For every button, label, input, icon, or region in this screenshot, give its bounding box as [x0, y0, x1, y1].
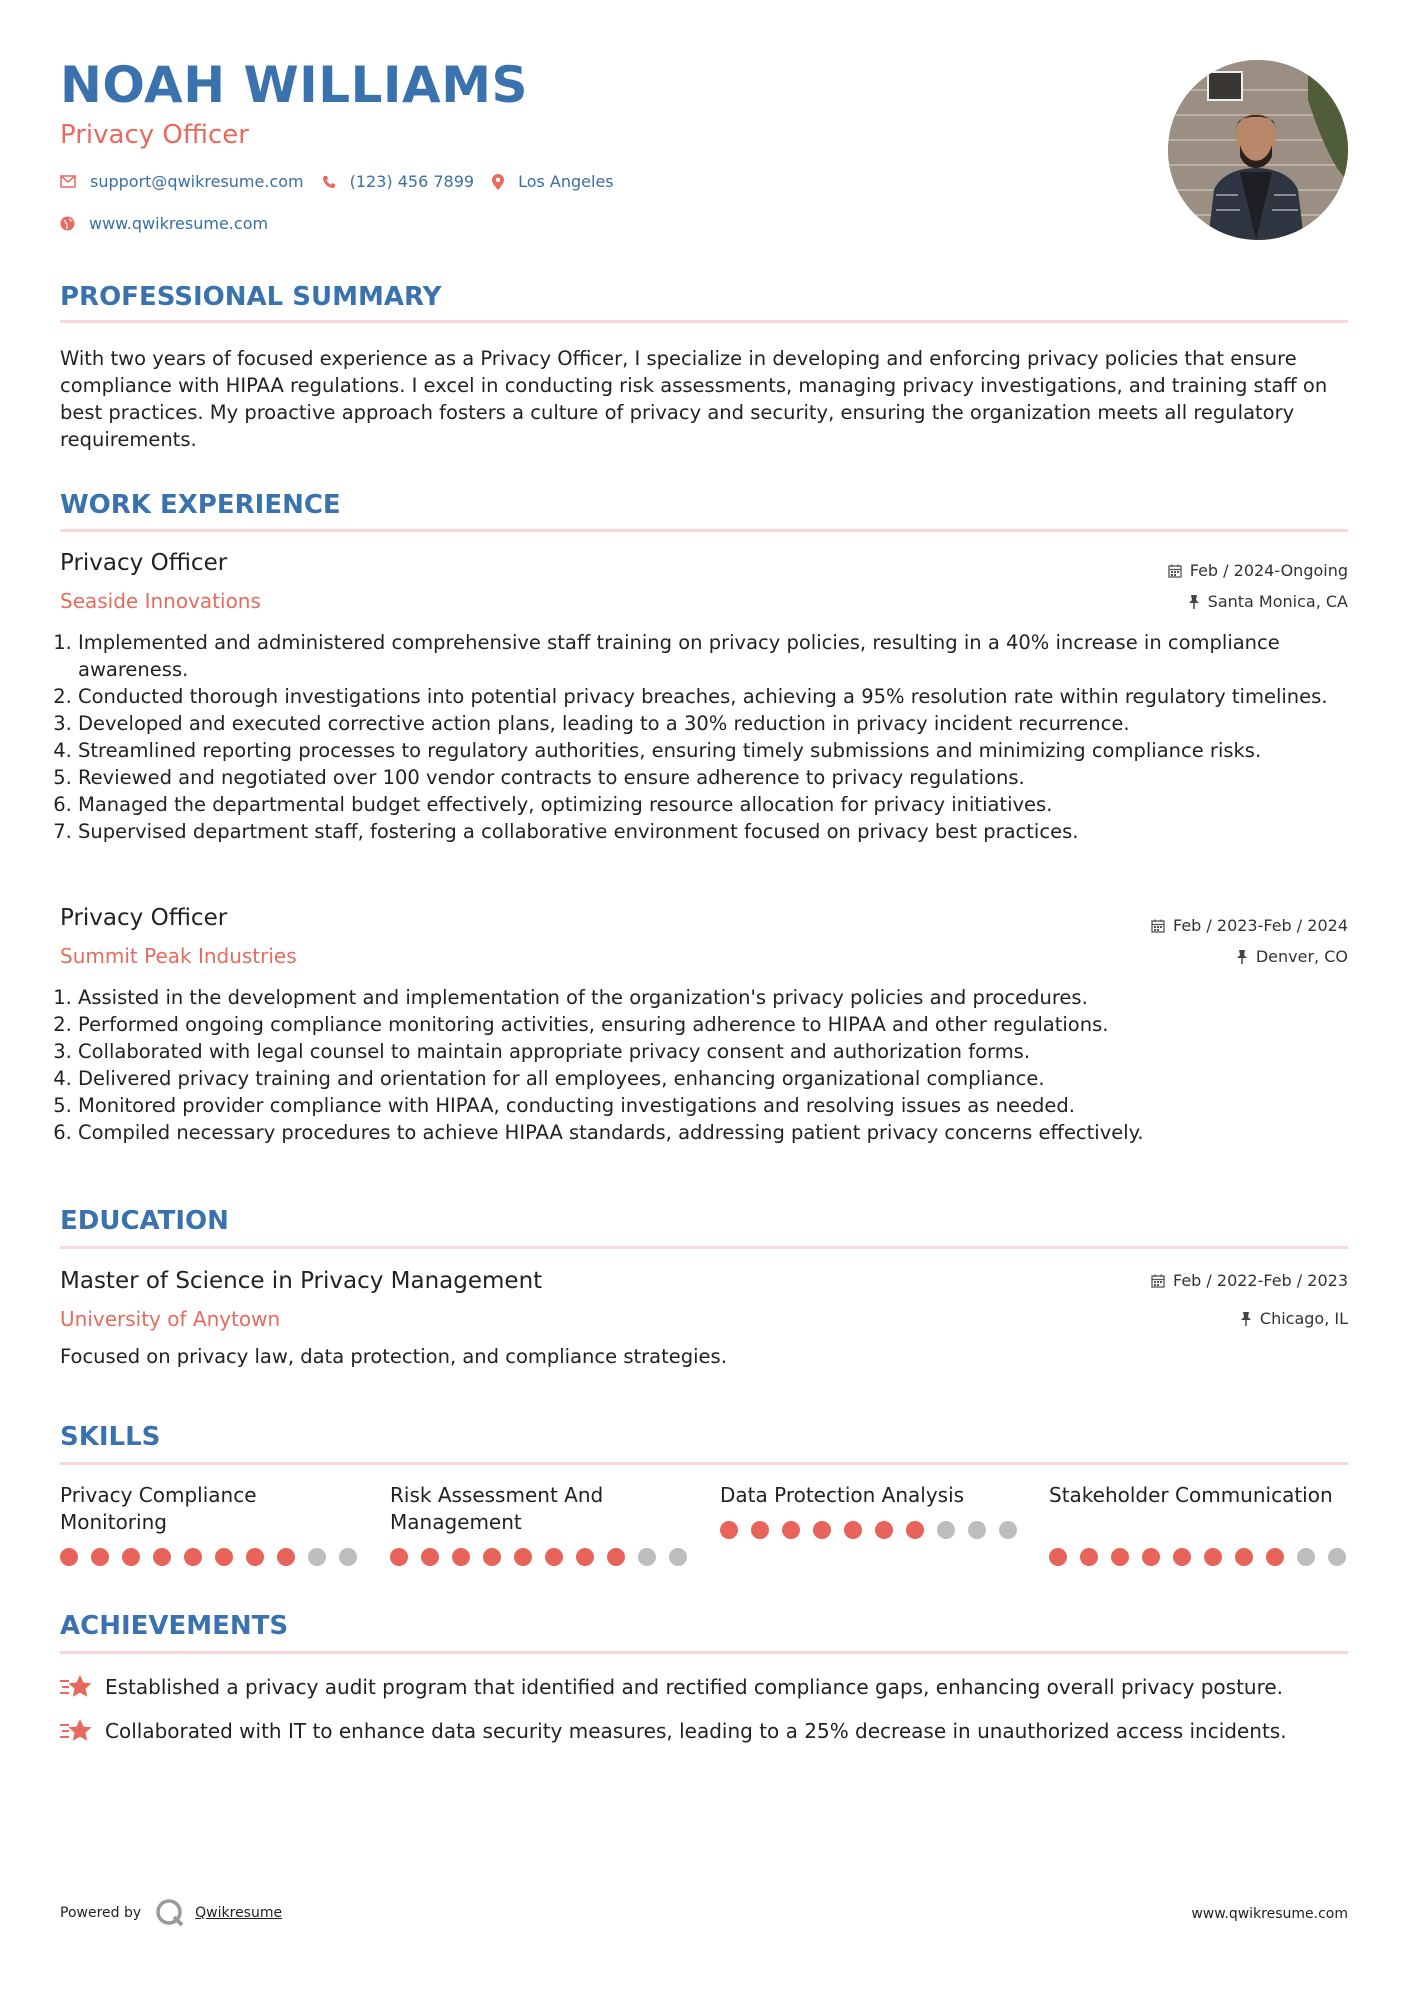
- rating-dot-filled: [452, 1548, 470, 1566]
- job-2-dates-text: Feb / 2023-Feb / 2024: [1173, 916, 1348, 935]
- map-pin-icon: [492, 174, 504, 190]
- candidate-name: NOAH WILLIAMS: [60, 56, 528, 114]
- rating-dot-empty: [308, 1548, 326, 1566]
- skill-name: Stakeholder Communication: [1049, 1483, 1333, 1507]
- list-item: 2. Conducted thorough investigations into potential privacy breaches, achieving a 95% resolution rate within regulatory timelines.: [78, 683, 1368, 710]
- email-contact[interactable]: [60, 172, 304, 191]
- skills-divider: [60, 1462, 1348, 1465]
- list-item: 3. Developed and executed corrective action plans, leading to a 30% reduction in privacy incident recurrence.: [78, 710, 1368, 737]
- qwikresume-link[interactable]: Qwikresume: [195, 1905, 283, 1921]
- rating-dot-filled: [1266, 1548, 1284, 1566]
- achievement-item-1: [60, 1673, 1283, 1701]
- rating-dot-empty: [1328, 1548, 1346, 1566]
- rating-dot-filled: [1080, 1548, 1098, 1566]
- website-contact[interactable]: [60, 214, 268, 233]
- list-item: 7. Supervised department staff, fostering a collaborative environment focused on privacy best practices.: [78, 818, 1368, 845]
- rating-dot-filled: [277, 1548, 295, 1566]
- skill-rating: [720, 1521, 1030, 1539]
- education-location: [1240, 1309, 1348, 1328]
- calendar-icon: [1168, 564, 1182, 578]
- job-2-company: Summit Peak Industries: [60, 944, 297, 968]
- pushpin-icon: [1240, 1312, 1252, 1326]
- skills-heading: SKILLS: [60, 1422, 161, 1452]
- rating-dot-filled: [607, 1548, 625, 1566]
- skill-item-1: [60, 1482, 360, 1536]
- rating-dot-empty: [669, 1548, 687, 1566]
- achievement-text: Established a privacy audit program that identified and rectified compliance gaps, enhancing overall privacy posture.: [105, 1675, 1284, 1699]
- skill-item-2: [390, 1482, 690, 1536]
- star-icon: [60, 1717, 93, 1745]
- list-item: 2. Performed ongoing compliance monitoring activities, ensuring adherence to HIPAA and other regulations.: [78, 1011, 1368, 1038]
- list-item: 5. Reviewed and negotiated over 100 vendor contracts to ensure adherence to privacy regulations.: [78, 764, 1368, 791]
- achievements-heading: ACHIEVEMENTS: [60, 1611, 289, 1641]
- rating-dot-filled: [514, 1548, 532, 1566]
- skill-rating: [1049, 1548, 1359, 1566]
- pushpin-icon: [1236, 950, 1248, 964]
- location-text: Los Angeles: [518, 172, 614, 191]
- contact-row-2: [60, 214, 286, 233]
- powered-by-label: Powered by: [60, 1905, 142, 1921]
- rating-dot-empty: [968, 1521, 986, 1539]
- rating-dot-filled: [813, 1521, 831, 1539]
- list-item: 4. Streamlined reporting processes to regulatory authorities, ensuring timely submissions and minimizing compliance risks.: [78, 737, 1368, 764]
- phone-text: (123) 456 7899: [349, 172, 475, 191]
- job-2-bullets: [60, 984, 1368, 1146]
- skill-item-4: [1049, 1482, 1349, 1509]
- summary-text: With two years of focused experience as a Privacy Officer, I specialize in developing and enforcing privacy policies that ensure compliance with HIPAA regulations. I excel in conducting risk assessments, managing privacy investigations, and training staff on best practices. My proactive approach fosters a culture of privacy and security, ensuring the organization meets all regulatory requirements.: [60, 347, 1328, 451]
- list-item: 5. Monitored provider compliance with HIPAA, conducting investigations and resolving issues as needed.: [78, 1092, 1368, 1119]
- summary-heading: PROFESSIONAL SUMMARY: [60, 282, 442, 312]
- rating-dot-filled: [153, 1548, 171, 1566]
- rating-dot-filled: [60, 1548, 78, 1566]
- list-item: 3. Collaborated with legal counsel to maintain appropriate privacy consent and authorization forms.: [78, 1038, 1368, 1065]
- website-text: www.qwikresume.com: [89, 214, 269, 233]
- experience-divider: [60, 529, 1348, 532]
- pushpin-icon: [1188, 595, 1200, 609]
- rating-dot-filled: [91, 1548, 109, 1566]
- rating-dot-filled: [1204, 1548, 1222, 1566]
- rating-dot-empty: [999, 1521, 1017, 1539]
- summary-divider: [60, 320, 1348, 323]
- experience-heading: WORK EXPERIENCE: [60, 490, 341, 520]
- calendar-icon: [1151, 1274, 1165, 1288]
- contact-row-1: [60, 172, 632, 191]
- email-text: support@qwikresume.com: [90, 172, 304, 191]
- rating-dot-filled: [906, 1521, 924, 1539]
- list-item: 6. Managed the departmental budget effectively, optimizing resource allocation for privacy initiatives.: [78, 791, 1368, 818]
- job-1-location-text: Santa Monica, CA: [1207, 592, 1348, 611]
- education-location-text: Chicago, IL: [1259, 1309, 1348, 1328]
- rating-dot-filled: [576, 1548, 594, 1566]
- rating-dot-filled: [1173, 1548, 1191, 1566]
- globe-icon: [60, 216, 75, 231]
- education-dates-text: Feb / 2022-Feb / 2023: [1173, 1271, 1348, 1290]
- location-contact: [492, 172, 614, 191]
- footer-powered-by: [60, 1898, 282, 1928]
- education-school: University of Anytown: [60, 1307, 281, 1331]
- rating-dot-empty: [638, 1548, 656, 1566]
- rating-dot-filled: [545, 1548, 563, 1566]
- qwikresume-logo-icon: [155, 1898, 185, 1928]
- calendar-icon: [1151, 919, 1165, 933]
- list-item: 1. Implemented and administered comprehensive staff training on privacy policies, resulting in a 40% increase in compliance awareness.: [78, 629, 1368, 683]
- skill-rating: [390, 1548, 700, 1566]
- job-1-company: Seaside Innovations: [60, 589, 261, 613]
- job-2-dates: [1151, 916, 1348, 935]
- phone-contact[interactable]: [322, 172, 474, 191]
- skill-name: Privacy Compliance Monitoring: [60, 1483, 257, 1534]
- rating-dot-filled: [215, 1548, 233, 1566]
- list-item: 1. Assisted in the development and implementation of the organization's privacy policies and procedures.: [78, 984, 1368, 1011]
- rating-dot-filled: [751, 1521, 769, 1539]
- rating-dot-filled: [184, 1548, 202, 1566]
- rating-dot-empty: [1297, 1548, 1315, 1566]
- achievements-divider: [60, 1651, 1348, 1654]
- job-2-title: Privacy Officer: [60, 905, 228, 931]
- job-1-dates: [1168, 561, 1348, 580]
- rating-dot-filled: [782, 1521, 800, 1539]
- profile-photo: [1168, 60, 1348, 240]
- phone-icon: [322, 175, 336, 189]
- education-heading: EDUCATION: [60, 1206, 229, 1236]
- rating-dot-filled: [1142, 1548, 1160, 1566]
- footer-url[interactable]: www.qwikresume.com: [1191, 1906, 1348, 1922]
- skill-name: Data Protection Analysis: [720, 1483, 965, 1507]
- rating-dot-filled: [1049, 1548, 1067, 1566]
- candidate-role: Privacy Officer: [60, 120, 249, 150]
- star-icon: [60, 1673, 93, 1701]
- list-item: 6. Compiled necessary procedures to achieve HIPAA standards, addressing patient privacy concerns effectively.: [78, 1119, 1368, 1146]
- job-1-location: [1188, 592, 1348, 611]
- rating-dot-filled: [844, 1521, 862, 1539]
- achievement-item-2: [60, 1717, 1287, 1745]
- job-1-dates-text: Feb / 2024-Ongoing: [1189, 561, 1348, 580]
- job-1-title: Privacy Officer: [60, 550, 228, 576]
- skill-item-3: [720, 1482, 1020, 1509]
- skill-name: Risk Assessment And Management: [390, 1483, 604, 1534]
- education-description: Focused on privacy law, data protection, and compliance strategies.: [60, 1345, 727, 1368]
- job-1-bullets: [60, 629, 1368, 845]
- rating-dot-filled: [720, 1521, 738, 1539]
- envelope-icon: [60, 175, 76, 188]
- list-item: 4. Delivered privacy training and orientation for all employees, enhancing organizational compliance.: [78, 1065, 1368, 1092]
- skill-rating: [60, 1548, 370, 1566]
- rating-dot-filled: [1235, 1548, 1253, 1566]
- education-degree: Master of Science in Privacy Management: [60, 1268, 543, 1294]
- rating-dot-filled: [122, 1548, 140, 1566]
- job-2-location-text: Denver, CO: [1255, 947, 1348, 966]
- rating-dot-filled: [1111, 1548, 1129, 1566]
- rating-dot-filled: [483, 1548, 501, 1566]
- rating-dot-empty: [937, 1521, 955, 1539]
- education-divider: [60, 1246, 1348, 1249]
- achievement-text: Collaborated with IT to enhance data security measures, leading to a 25% decrease in unauthorized access incidents.: [105, 1719, 1287, 1743]
- rating-dot-filled: [390, 1548, 408, 1566]
- rating-dot-filled: [246, 1548, 264, 1566]
- education-dates: [1151, 1271, 1348, 1290]
- job-2-location: [1236, 947, 1348, 966]
- rating-dot-filled: [421, 1548, 439, 1566]
- rating-dot-filled: [875, 1521, 893, 1539]
- rating-dot-empty: [339, 1548, 357, 1566]
